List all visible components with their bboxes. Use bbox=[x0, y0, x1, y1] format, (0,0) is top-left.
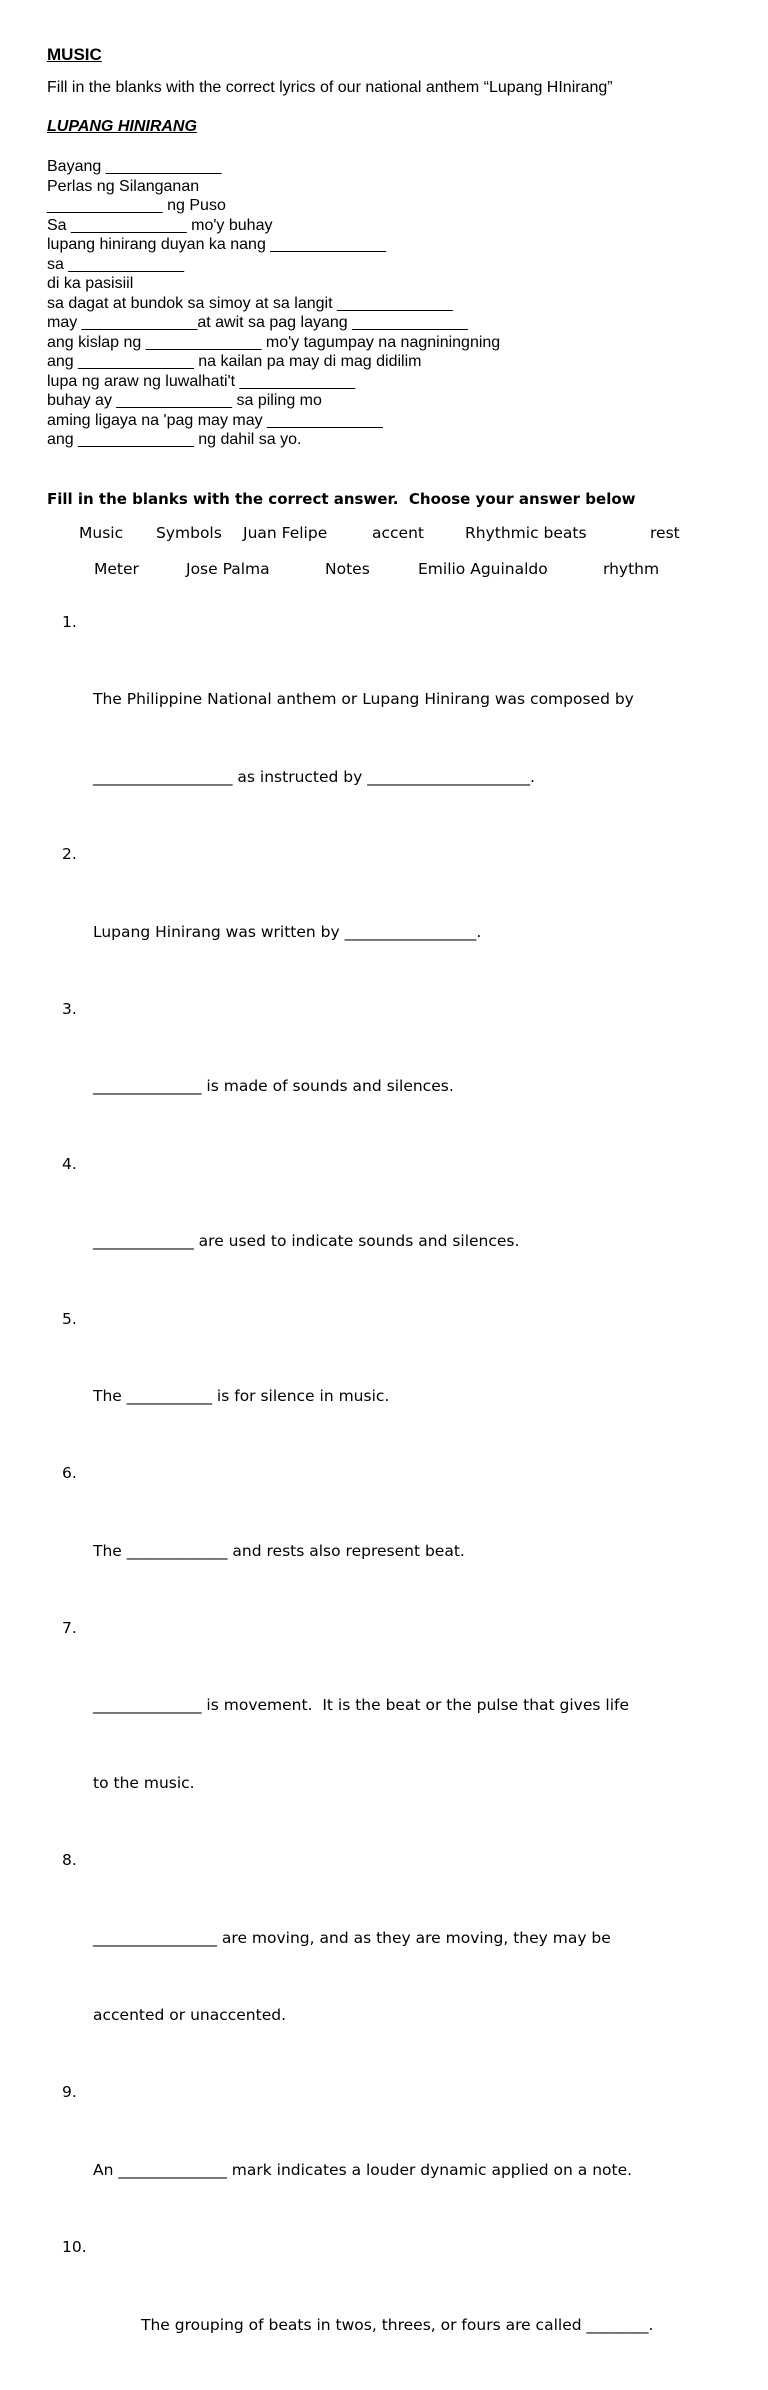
lyric-line: Perlas ng Silanganan bbox=[47, 177, 200, 195]
question-item bbox=[62, 1848, 653, 2080]
choice-word: Music bbox=[79, 524, 124, 542]
question-text: ______________ is movement. It is the beat or the pulse that gives life bbox=[93, 1696, 629, 1715]
question-item bbox=[62, 2080, 653, 2235]
question-number: 3. bbox=[62, 999, 77, 1018]
question-text: accented or unaccented. bbox=[93, 2006, 286, 2025]
question-number: 10. bbox=[62, 2238, 87, 2257]
choice-bank bbox=[0, 0, 768, 600]
question-item bbox=[62, 1616, 653, 1848]
lyric-line: sa _____________ bbox=[47, 255, 185, 273]
choice-word: Jose Palma bbox=[186, 560, 270, 578]
lyric-line: ang kislap ng _____________ mo'y tagumpay na nagniningning bbox=[47, 333, 501, 351]
question-number: 6. bbox=[62, 1464, 77, 1483]
lyric-line: Sa _____________ mo'y buhay bbox=[47, 216, 273, 234]
question-number: 9. bbox=[62, 2083, 77, 2102]
lyric-line: lupang hinirang duyan ka nang _____________ bbox=[47, 236, 386, 253]
question-item bbox=[62, 1461, 653, 1616]
question-item bbox=[62, 2235, 653, 2390]
lyric-line: sa dagat at bundok sa simoy at sa langit _____________ bbox=[47, 294, 453, 312]
part2-instruction-choose: . Choose your answer below bbox=[392, 490, 636, 508]
question-text: __________________ as instructed by _____________________. bbox=[93, 767, 535, 786]
question-text: to the music. bbox=[93, 1773, 195, 1792]
question-text: The ___________ is for silence in music. bbox=[93, 1386, 390, 1405]
question-text: ________________ are moving, and as they are moving, they may be bbox=[93, 1928, 611, 1947]
lyric-line: ang _____________ na kailan pa may di mag didilim bbox=[47, 353, 422, 370]
question-item bbox=[62, 997, 653, 1152]
part2-instruction-main: Fill in the blanks with the correct answer bbox=[47, 490, 393, 508]
question-text: Lupang Hinirang was written by _________________. bbox=[93, 922, 482, 941]
question-text: The _____________ and rests also represent beat. bbox=[93, 1541, 465, 1560]
question-item bbox=[62, 842, 653, 997]
song-title: LUPANG HINIRANG bbox=[47, 118, 197, 135]
lyric-line: lupa ng araw ng luwalhati't _____________ bbox=[47, 372, 356, 390]
question-item bbox=[62, 1307, 653, 1462]
question-number: 4. bbox=[62, 1154, 77, 1173]
question-text: An ______________ mark indicates a louder dynamic applied on a note. bbox=[93, 2160, 633, 2179]
choice-word: rhythm bbox=[603, 560, 660, 578]
choice-word: Symbols bbox=[156, 524, 222, 542]
choice-word: Meter bbox=[94, 560, 139, 578]
page-title: MUSIC bbox=[47, 45, 102, 64]
question-number: 5. bbox=[62, 1309, 77, 1328]
choice-word: rest bbox=[650, 524, 680, 542]
question-number: 7. bbox=[62, 1619, 77, 1638]
question-item bbox=[62, 1152, 653, 1307]
question-text: The Philippine National anthem or Lupang Hinirang was composed by bbox=[93, 690, 634, 709]
instruction-text: Fill in the blanks with the correct lyrics of our national anthem “Lupang HInirang” bbox=[47, 79, 613, 96]
question-list bbox=[62, 610, 653, 2390]
lyric-line: _____________ ng Puso bbox=[47, 197, 226, 214]
choice-word: Rhythmic beats bbox=[465, 524, 587, 542]
question-text: The grouping of beats in twos, threes, or fours are called ________. bbox=[141, 2315, 654, 2334]
lyric-line: ang _____________ ng dahil sa yo. bbox=[47, 431, 302, 448]
lyric-line: aming ligaya na 'pag may may _____________ bbox=[47, 411, 383, 429]
choice-word: Notes bbox=[325, 560, 370, 578]
lyric-line: buhay ay _____________ sa piling mo bbox=[47, 392, 322, 409]
question-text: ______________ is made of sounds and silences. bbox=[93, 1077, 454, 1096]
lyric-line: di ka pasisiil bbox=[47, 275, 134, 292]
choice-word: accent bbox=[372, 524, 424, 542]
choice-word: Juan Felipe bbox=[243, 524, 328, 542]
lyric-line: Bayang _____________ bbox=[47, 158, 222, 175]
question-number: 1. bbox=[62, 613, 77, 631]
choice-word: Emilio Aguinaldo bbox=[418, 560, 548, 578]
question-number: 2. bbox=[62, 845, 77, 864]
lyric-line: may _____________at awit sa pag layang _____________ bbox=[47, 314, 468, 331]
question-item bbox=[62, 610, 653, 842]
question-number: 8. bbox=[62, 1851, 77, 1870]
question-text: _____________ are used to indicate sounds and silences. bbox=[93, 1232, 520, 1251]
